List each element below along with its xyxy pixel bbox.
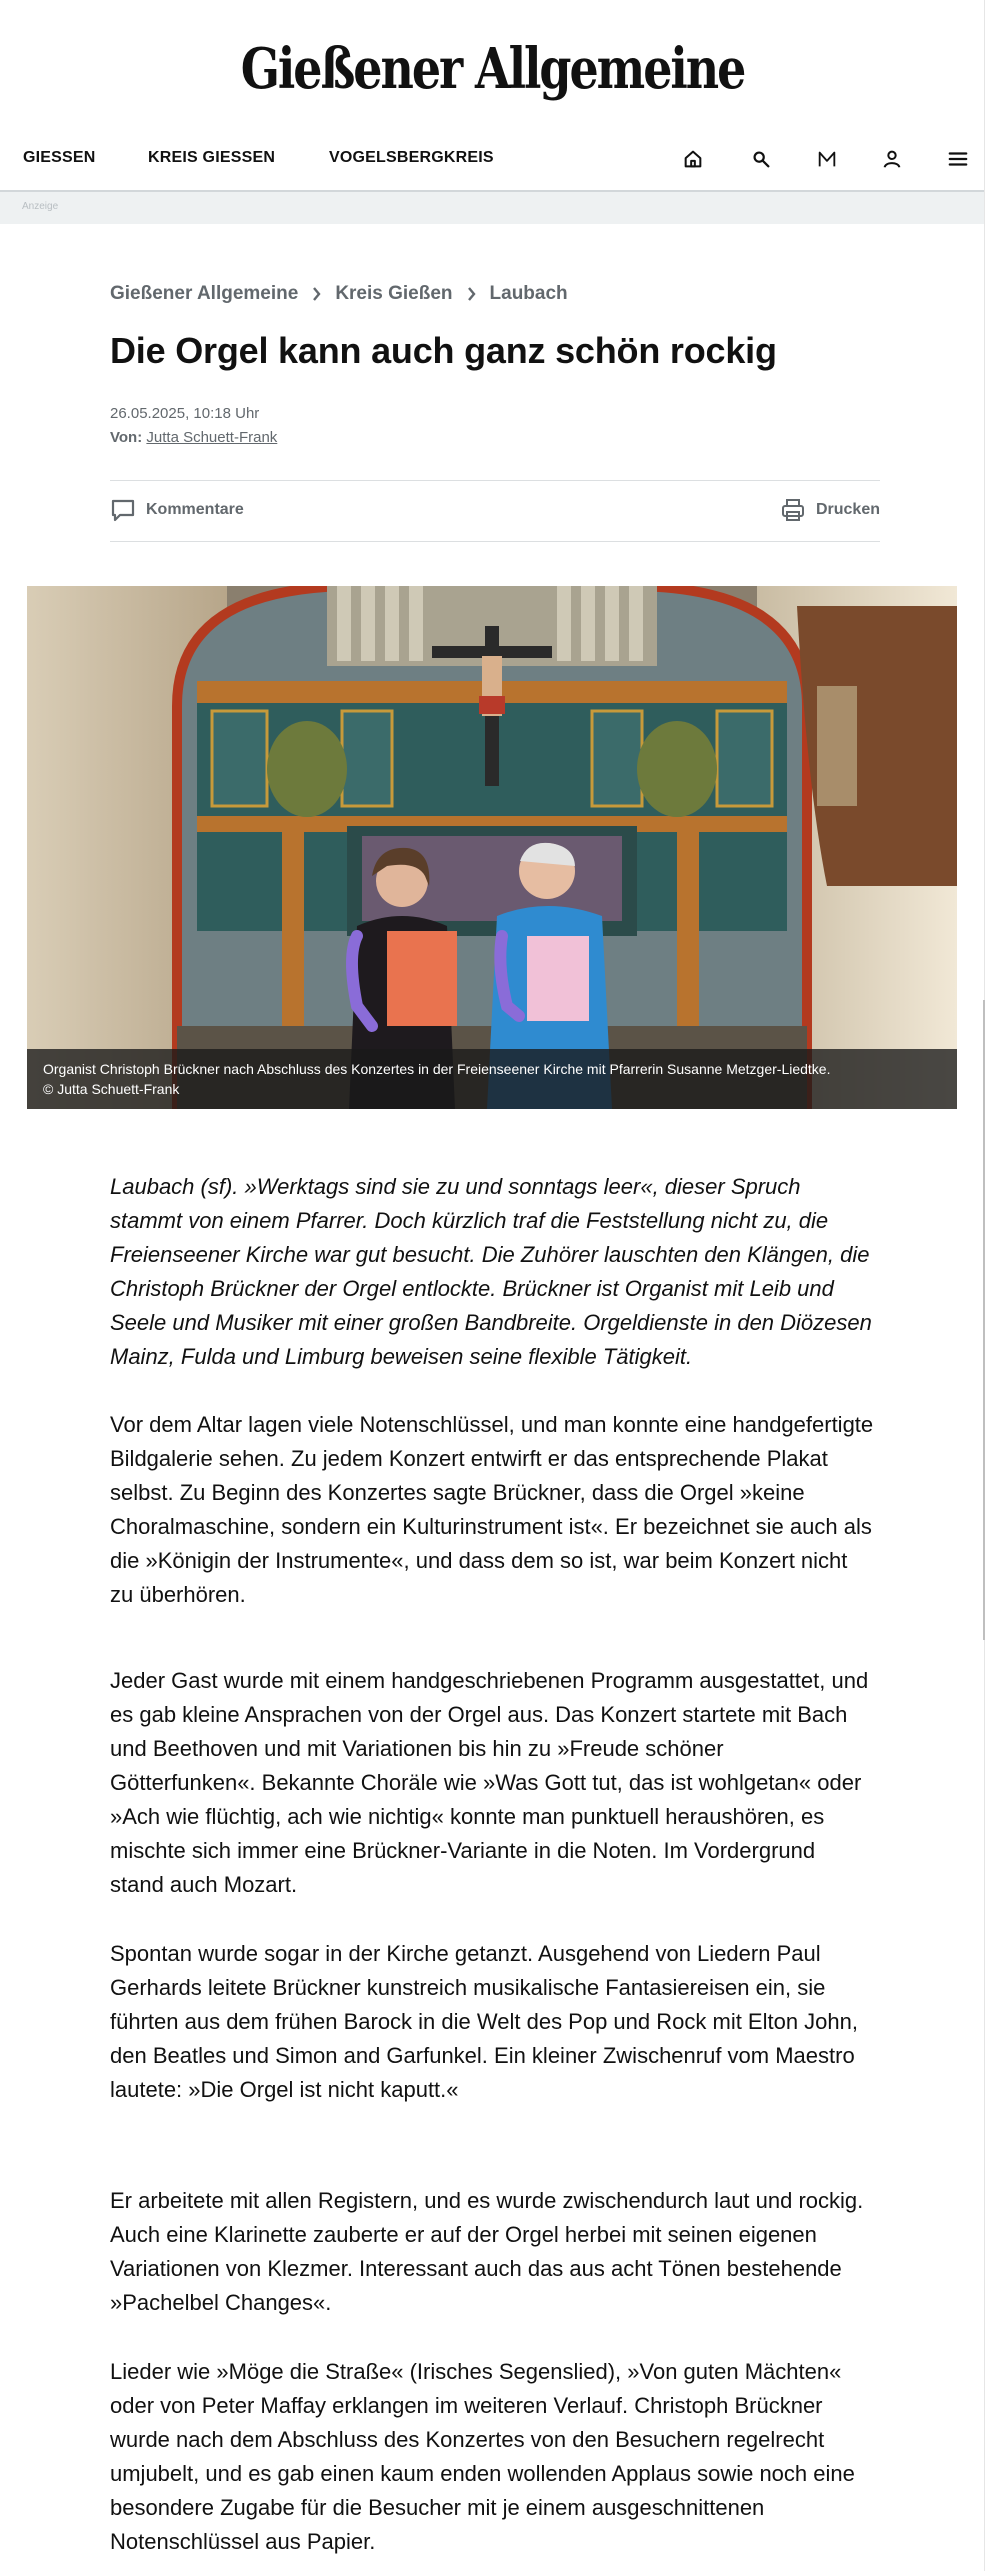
article-paragraph: Vor dem Altar lagen viele Notenschlüssel, und man konnte eine handgefertigte Bildgalerie sehen. Zu jedem Konzert entwirft er das entsprechende Plakat selbst. Zu Beginn des Konzertes sagte Brückner, dass die Orgel »keine Choralmaschine, sondern ein Kulturinstrument ist«. Er bezeichnet sie auch als die »Königin der Instrumente«, und dass dem so ist, war beim Konzert nicht zu überhören. [110,1412,874,1607]
chevron-right-icon [467,287,476,301]
caption-credit: © Jutta Schuett-Frank [43,1081,180,1097]
chevron-right-icon [312,287,321,301]
comments-label: Kommentare [146,501,244,518]
merkzettel-icon[interactable] [814,146,840,172]
article-paragraph: Er arbeitete mit allen Registern, und es wurde zwischendurch laut und rockig. Auch eine Klarinette zauberte er auf der Orgel herbei mit seinen eigenen Variationen von Klezmer. Interessant auch das aus acht Tönen bestehende »Pachelbel Changes«. [110,2188,864,2315]
article-paragraph: Jeder Gast wurde mit einem handgeschriebenen Programm ausgestattet, und es gab kleine Ansprachen von der Orgel aus. Das Konzert startete mit Bach und Beethoven und mit Variationen bis hin zu »Freude schöner Götterfunken«. Bekannte Choräle wie »Was Gott tut, das ist wohlgetan« oder »Ach wie flüchtig, ach wie nichtig« konnte man punktuell heraushören, es mischte sich immer eine Brückner-Variante in die Noten. Im Vordergrund stand auch Mozart. [110,1668,869,1897]
author-link[interactable]: Jutta Schuett-Frank [146,429,278,446]
article-image[interactable] [27,586,957,1109]
print-label: Drucken [815,501,880,518]
main-navigation [0,126,985,192]
comment-icon [110,497,136,523]
author-prefix: Von: [110,429,143,446]
article-date: 26.05.2025, 10:18 Uhr [110,405,260,422]
article-author [110,429,277,446]
breadcrumb [110,283,568,305]
nav-link-vogelsbergkreis[interactable]: VOGELSBERGKREIS [329,149,494,166]
image-caption [27,1049,957,1109]
article-paragraph: Spontan wurde sogar in der Kirche getanzt. Ausgehend von Liedern Paul Gerhards leitete Brückner kunstreich musikalische Fantasiereisen ein, sie führten aus dem frühen Barock in die Welt des Pop und Rock mit Elton John, den Beatles und Simon and Garfunkel. Ein kleiner Zwischenruf vom Maestro lautete: »Die Orgel ist nicht kaputt.« [110,1941,858,2102]
ad-placeholder [0,192,985,224]
nav-link-kreis-giessen[interactable]: KREIS GIESSEN [148,149,276,166]
site-logo[interactable]: Gießener Allgemeine [240,36,745,102]
menu-icon[interactable] [945,146,971,172]
article-toolbar [110,480,880,542]
breadcrumb-kreis-giessen[interactable]: Kreis Gießen [335,283,453,304]
article-lead: Laubach (sf). »Werktags sind sie zu und sonntags leer«, dieser Spruch stammt von einem Pfarrer. Doch kürzlich traf die Feststellung nicht zu, die Freienseener Kirche war gut besucht. Die Zuhörer lauschten den Klängen, die Christoph Brückner der Orgel entlockte. Brückner ist Organist mit Leib und Seele und Musiker mit einer großen Bandbreite. Orgeldienste in den Diözesen Mainz, Fulda und Limburg beweisen seine flexible Tätigkeit. [110,1174,872,1369]
print-button[interactable] [780,497,880,523]
article-paragraph: Lieder wie »Möge die Straße« (Irisches Segenslied), »Von guten Mächten« oder von Peter Maffay erklangen im weiteren Verlauf. Christoph Brückner wurde nach dem Abschluss des Konzertes von den Besuchern regelrecht umjubelt, und es gab einen kaum enden wollenden Applaus sowie noch eine besondere Zugabe für die Besucher mit je einem ausgeschnittenen Notenschlüssel aus Papier. [110,2359,855,2554]
comments-button[interactable] [110,497,244,523]
caption-text: Organist Christoph Brückner nach Abschluss des Konzertes in der Freienseener Kirche mit Pfarrerin Susanne Metzger-Liedtke. [43,1061,831,1077]
masthead [0,0,985,126]
breadcrumb-home[interactable]: Gießener Allgemeine [110,283,299,304]
printer-icon [780,497,806,523]
breadcrumb-laubach[interactable]: Laubach [489,283,568,304]
nav-link-giessen[interactable]: GIESSEN [23,149,96,166]
user-icon[interactable] [879,146,905,172]
ad-label: Anzeige [22,201,59,212]
search-icon[interactable] [748,146,774,172]
church-organ-photo [27,586,957,1109]
article-title: Die Orgel kann auch ganz schön rockig [110,330,777,371]
home-icon[interactable] [680,146,706,172]
